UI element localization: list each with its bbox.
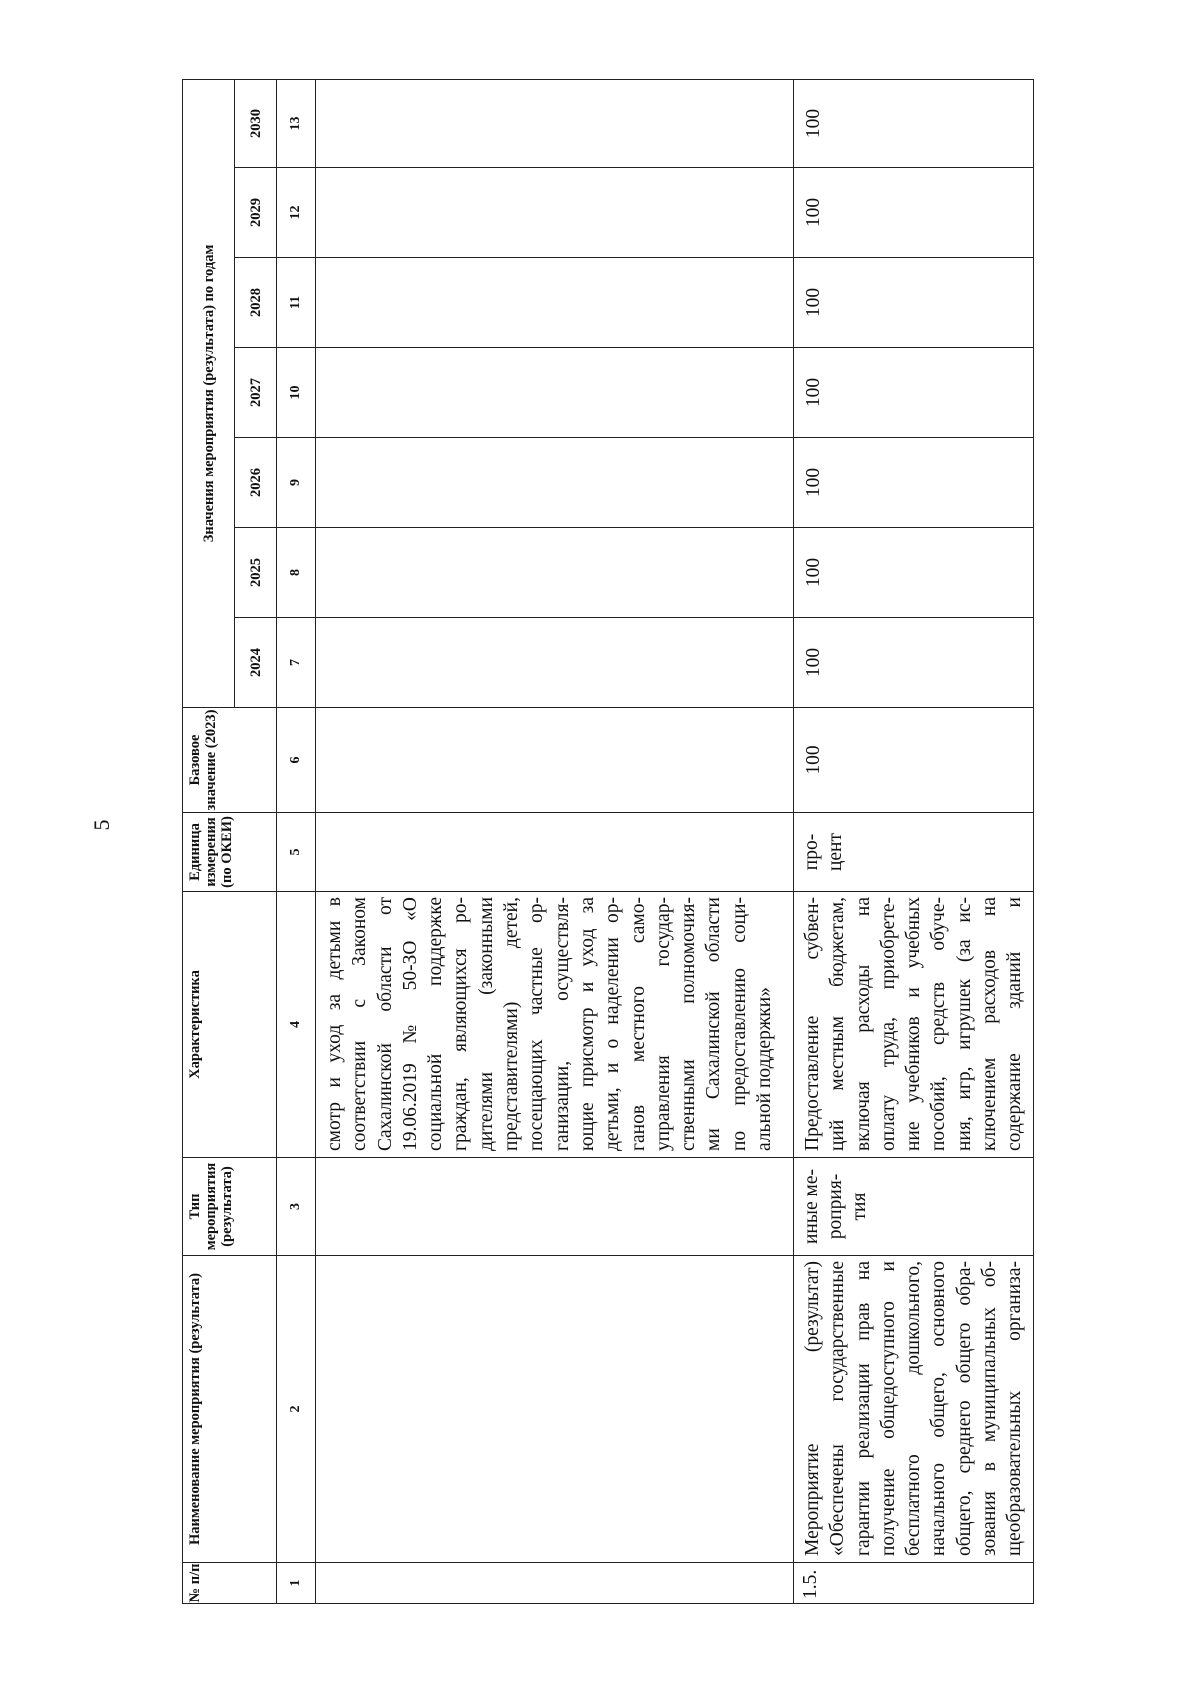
header-year: 2028 — [235, 258, 277, 348]
text-line: дителями (законными — [475, 897, 497, 1151]
base-value: 100 — [794, 708, 1034, 813]
column-number: 13 — [277, 79, 316, 167]
header-values-by-year: Значения мероприятия (результата) по годам — [183, 79, 235, 707]
text-line: соответствии с Законом — [349, 897, 371, 1151]
year-value: 100 — [794, 348, 1034, 438]
header-no: № п/п — [183, 1563, 277, 1604]
text-line: щеобразовательных организа- — [1004, 1261, 1026, 1556]
text-line: ние учебников и учебных — [903, 897, 925, 1151]
text-line: цент — [825, 832, 846, 872]
column-number: 8 — [277, 528, 316, 618]
year-value: 100 — [794, 438, 1034, 528]
text-line: включая расходы на — [852, 897, 874, 1151]
text-line: общего, среднего общего обра- — [953, 1261, 975, 1556]
column-number: 1 — [277, 1563, 316, 1604]
cell-empty — [316, 813, 794, 892]
year-value: 100 — [794, 528, 1034, 618]
text-line: тия — [849, 1192, 870, 1221]
text-line: посещающих частные ор- — [526, 897, 548, 1151]
text-line: ющие присмотр и уход за — [576, 897, 598, 1151]
cell-empty — [316, 348, 794, 438]
text-line: Предоставление субвен- — [802, 897, 823, 1151]
cell-empty — [316, 1158, 794, 1256]
cell-empty — [316, 1256, 794, 1563]
year-value: 100 — [794, 258, 1034, 348]
text-line: ственными полномочия- — [678, 897, 700, 1151]
cell-empty — [316, 79, 794, 167]
cell-empty — [316, 708, 794, 813]
text-line: социальной поддержке — [425, 897, 447, 1151]
header-year: 2026 — [235, 438, 277, 528]
year-value: 100 — [794, 168, 1034, 258]
text-line: ния, игр, игрушек (за ис- — [953, 897, 975, 1151]
measure-name — [794, 1256, 1034, 1563]
column-number-row — [277, 79, 316, 1603]
table-row-continued — [316, 79, 794, 1603]
cell-empty — [316, 618, 794, 708]
year-value: 100 — [794, 79, 1034, 167]
text-line: гарантии реализации прав на — [852, 1261, 874, 1556]
header-characteristic: Характеристика — [183, 892, 277, 1158]
column-number: 10 — [277, 348, 316, 438]
text-line: альной поддержки» — [754, 987, 776, 1151]
column-number: 4 — [277, 892, 316, 1158]
measures-table — [182, 79, 1034, 1604]
year-value: 100 — [794, 618, 1034, 708]
header-year: 2025 — [235, 528, 277, 618]
column-number: 5 — [277, 813, 316, 892]
column-number: 11 — [277, 258, 316, 348]
header-year: 2029 — [235, 168, 277, 258]
header-year: 2024 — [235, 618, 277, 708]
text-line: Сахалинской области от — [374, 897, 396, 1151]
text-line: ключением расходов на — [979, 897, 1001, 1151]
text-line: иные ме- — [801, 1169, 822, 1244]
column-number: 2 — [277, 1256, 316, 1563]
text-line: ганизации, осуществля- — [551, 897, 573, 1151]
text-line: содержание зданий и — [1004, 897, 1026, 1151]
cell-empty — [316, 528, 794, 618]
column-number: 9 — [277, 438, 316, 528]
text-line: оплату труда, приобрете- — [877, 897, 899, 1151]
column-number: 3 — [277, 1158, 316, 1256]
header-type: Тип мероприятия (результата) — [183, 1158, 277, 1256]
header-year: 2027 — [235, 348, 277, 438]
header-year: 2030 — [235, 79, 277, 167]
text-line: граждан, являющихся ро- — [450, 897, 472, 1151]
header-unit: Единица измерения (по ОКЕИ) — [183, 813, 277, 892]
column-number: 6 — [277, 708, 316, 813]
text-line: 19.06.2019 № 50-ЗО «О — [399, 897, 421, 1151]
text-line: бесплатного дошкольного, — [903, 1261, 925, 1556]
table-row-1-5 — [794, 79, 1034, 1603]
text-line: представителями) детей, — [501, 897, 523, 1151]
cell-empty — [316, 438, 794, 528]
header-base: Базовое значение (2023) — [183, 708, 277, 813]
text-line: ми Сахалинской области — [703, 897, 725, 1151]
characteristic-continued — [316, 892, 794, 1158]
text-line: ций местным бюджетам, — [827, 897, 849, 1151]
text-line: Мероприятие (результат) — [802, 1261, 823, 1556]
column-number: 7 — [277, 618, 316, 708]
text-line: роприя- — [825, 1173, 846, 1240]
measure-unit — [794, 813, 1034, 892]
cell-empty — [316, 258, 794, 348]
row-index: 1.5. — [794, 1563, 1034, 1604]
text-line: детьми, и о наделении ор- — [602, 897, 624, 1151]
text-line: про- — [801, 833, 822, 871]
text-line: ганов местного само- — [627, 897, 649, 1151]
page-number: 5 — [89, 819, 114, 831]
header-name: Наименование мероприятия (результата) — [183, 1256, 277, 1563]
column-number: 12 — [277, 168, 316, 258]
text-line: пособий, средств обуче- — [928, 897, 950, 1151]
cell-empty — [316, 168, 794, 258]
text-line: по предоставлению соци- — [728, 897, 750, 1151]
text-line: начального общего, основного — [928, 1261, 950, 1556]
rotated-table-area — [182, 80, 1130, 1604]
measure-type — [794, 1158, 1034, 1256]
text-line: «Обеспечены государственные — [827, 1261, 849, 1556]
text-line: управления государ- — [652, 897, 674, 1151]
text-line: смотр и уход за детьми в — [324, 897, 345, 1151]
text-line: получение общедоступного и — [877, 1261, 899, 1556]
cell-empty — [316, 1563, 794, 1604]
text-line: зования в муниципальных об- — [979, 1261, 1001, 1556]
measure-characteristic — [794, 892, 1034, 1158]
